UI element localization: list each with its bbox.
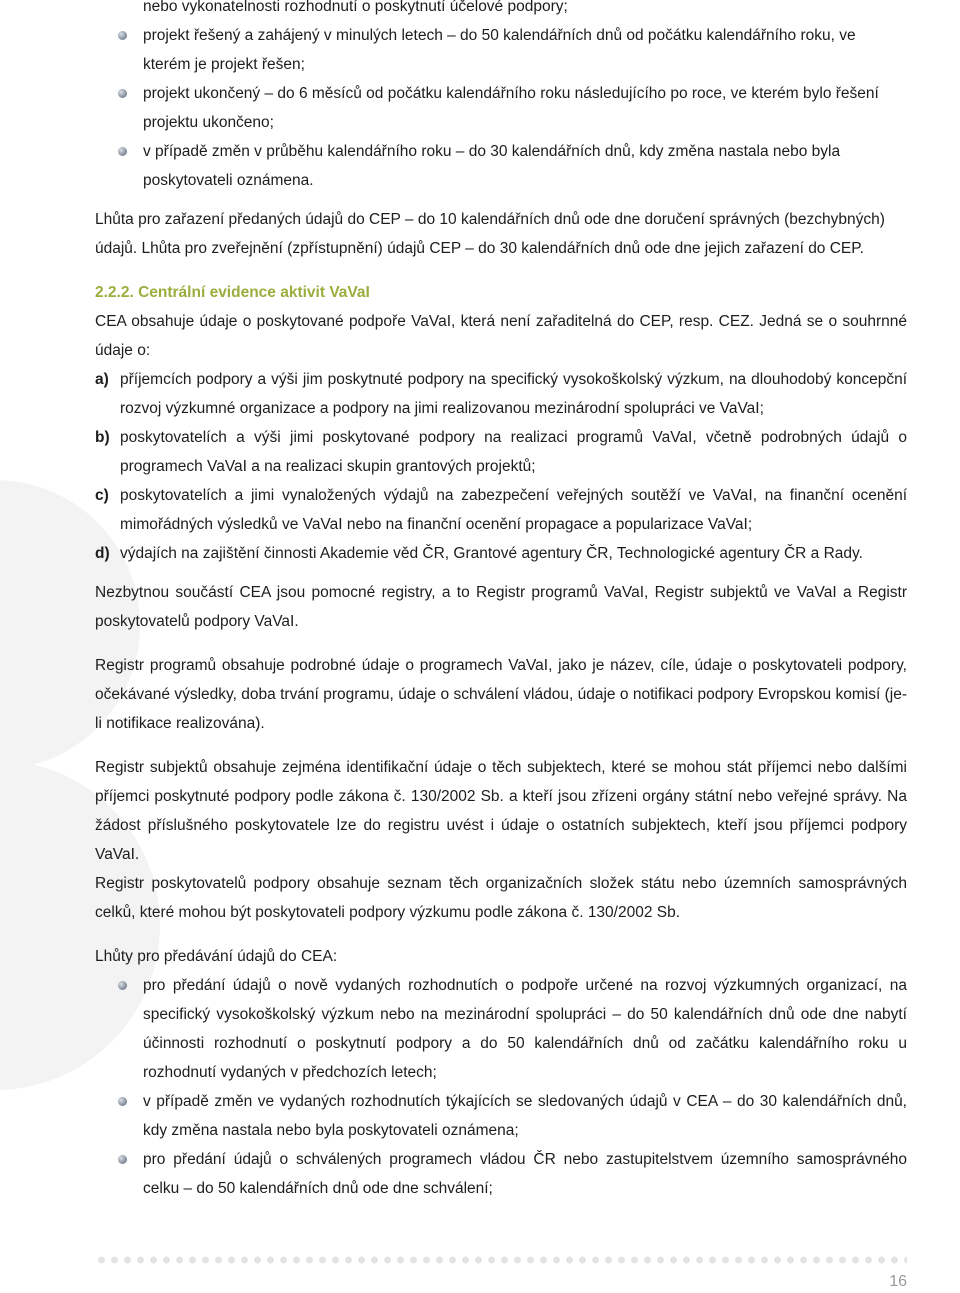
bullet-icon	[118, 1155, 127, 1164]
paragraph-registr-poskytovatelu: Registr poskytovatelů podpory obsahuje seznam těch organizačních složek státu nebo územních samosprávných celků, které mohou být poskytovateli podpory výzkumu podle zákona č. 130/2002 Sb.	[95, 875, 907, 921]
bullet-list-bottom	[95, 971, 907, 1203]
paragraph-cea-intro: CEA obsahuje údaje o poskytované podpoře VaVaI, která není zařaditelná do CEP, resp. CEZ. Jedná se o souhrnné údaje o:	[95, 313, 907, 359]
paragraph-registry: Nezbytnou součástí CEA jsou pomocné registry, a to Registr programů VaVaI, Registr subjektů ve VaVaI a Registr poskytovatelů podpory VaVaI.	[95, 584, 907, 630]
list-item-text: pro předání údajů o schválených programech vládou ČR nebo zastupitelstvem územního samosprávného celku – do 50 kalendářních dnů ode dne schválení;	[143, 1151, 907, 1197]
list-item	[143, 79, 907, 137]
paragraph-lhuty-cea: Lhůty pro předávání údajů do CEA:	[95, 948, 338, 965]
bullet-icon	[118, 31, 127, 40]
list-marker: c)	[95, 487, 109, 504]
paragraph-registr-subjektu: Registr subjektů obsahuje zejména identifikační údaje o těch subjektech, které se mohou stát příjemci nebo dalšími příjemci poskytnuté podpory podle zákona č. 130/2002 Sb. a kteří jsou zřízeni orgány státní nebo veřejné správy. Na žádost příslušného poskytovatele lze do registru uvést i údaje o ostatních subjektech, kteří jsou příjemci podpory VaVaI.	[95, 759, 907, 863]
paragraph-lhuta-cep: Lhůta pro zařazení předaných údajů do CEP – do 10 kalendářních dnů ode dne doručení správných (bezchybných) údajů. Lhůta pro zveřejnění (zpřístupnění) údajů CEP – do 30 kalendářních dnů ode dne jejich zařazení do CEP.	[95, 211, 885, 257]
list-item-text: nebo vykonatelnosti rozhodnutí o poskytnutí účelové podpory;	[143, 0, 568, 15]
list-item-text: pro předání údajů o nově vydaných rozhodnutích o podpoře určené na rozvoj výzkumných organizací, na specifický vysokoškolský výzkum nebo na mezinárodní spolupráci – do 50 kalendářních dnů ode dne nabytí účinnosti rozhodnutí o poskytnutí podpory a do 50 kalendářních dnů od začátku kalendářního roku u rozhodnutí vydaných v předchozích letech;	[143, 977, 907, 1081]
list-marker: a)	[95, 371, 109, 388]
paragraph-registr-programu: Registr programů obsahuje podrobné údaje o programech VaVaI, jako je název, cíle, údaje o poskytovateli podpory, očekávané výsledky, doba trvání programu, údaje o schválení vládou, údaje o notifikaci podpory Evropskou komisí (je-li notifikace realizována).	[95, 657, 907, 732]
list-item	[95, 365, 907, 423]
page-number: 16	[889, 1273, 907, 1290]
bullet-list-top	[95, 0, 907, 195]
alpha-list	[95, 365, 907, 568]
list-marker: b)	[95, 429, 110, 446]
list-item	[143, 1145, 907, 1203]
document-body	[95, 0, 907, 1203]
list-item	[143, 137, 907, 195]
list-item	[143, 21, 907, 79]
list-item-text: v případě změn v průběhu kalendářního roku – do 30 kalendářních dnů, kdy změna nastala nebo byla poskytovateli oznámena.	[143, 143, 841, 189]
list-item	[143, 1087, 907, 1145]
bullet-icon	[118, 1097, 127, 1106]
list-item	[95, 481, 907, 539]
list-item-text: v případě změn ve vydaných rozhodnutích týkajících se sledovaných údajů v CEA – do 30 kalendářních dnů, kdy změna nastala nebo byla poskytovateli oznámena;	[143, 1093, 907, 1139]
list-item	[143, 971, 907, 1087]
footer-dotted-divider	[95, 1255, 907, 1265]
list-item-text: projekt řešený a zahájený v minulých letech – do 50 kalendářních dnů od počátku kalendářního roku, ve kterém je projekt řešen;	[143, 27, 856, 73]
section-heading: 2.2.2. Centrální evidence aktivit VaVaI	[95, 284, 370, 301]
list-item-text: projekt ukončený – do 6 měsíců od počátku kalendářního roku následujícího po roce, ve kterém bylo řešení projektu ukončeno;	[143, 85, 879, 131]
list-item-text: výdajích na zajištění činnosti Akademie věd ČR, Grantové agentury ČR, Technologické agentury ČR a Rady.	[120, 545, 863, 562]
bullet-icon	[118, 981, 127, 990]
list-marker: d)	[95, 545, 110, 562]
list-item-text: poskytovatelích a jimi vynaložených výdajů na zabezpečení veřejných soutěží ve VaVaI, na finanční ocenění mimořádných výsledků ve VaVaI nebo na finanční ocenění propagace a popularizace VaVaI;	[120, 487, 907, 533]
list-item	[143, 0, 907, 21]
list-item-text: poskytovatelích a výši jimi poskytované podpory na realizaci programů VaVaI, včetně podrobných údajů o programech VaVaI a na realizaci skupin grantových projektů;	[120, 429, 907, 475]
list-item	[95, 423, 907, 481]
bullet-icon	[118, 147, 127, 156]
bullet-icon	[118, 89, 127, 98]
list-item-text: příjemcích podpory a výši jim poskytnuté podpory na specifický vysokoškolský výzkum, na dlouhodobý koncepční rozvoj výzkumné organizace a podpory na jimi realizovanou mezinárodní spolupráci ve VaVaI;	[120, 371, 907, 417]
list-item	[95, 539, 907, 568]
